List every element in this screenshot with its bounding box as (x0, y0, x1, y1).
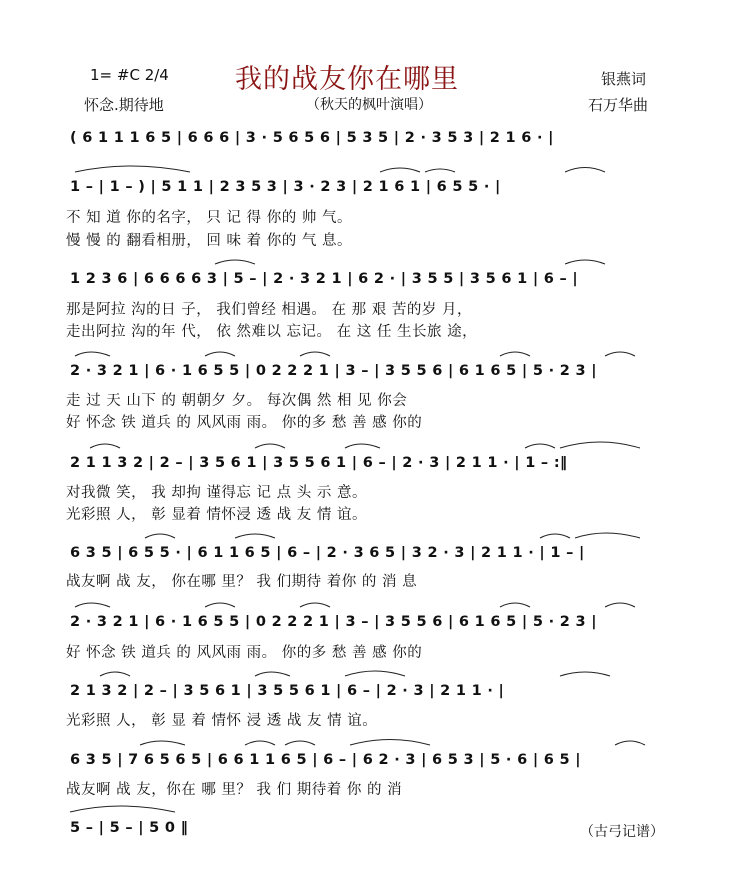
performer-subtitle: （秋天的枫叶演唱） (306, 97, 432, 113)
notation-line-3: 1 2 3 6 | 6 6 6 6 3 | 5 – | 2 · 3 2 1 | 6 2 · | 3 5 5 | 3 5 6 1 | 6 – | (70, 271, 579, 287)
lyric-line-8a: 光彩照 人， 彰 显 着 情怀 浸 透 战 友 情 谊。 (66, 713, 378, 729)
notation-line-4: 2 · 3 2 1 | 6 · 1 6 5 5 | 0 2 2 2 1 | 3 – | 3 5 5 6 | 6 1 6 5 | 5 · 2 3 | (70, 363, 597, 379)
lyric-line-5b: 光彩照 人， 彰 显着 情怀浸 透 战 友 情 谊。 (66, 507, 367, 523)
lyric-line-9a: 战友啊 战 友，你在 哪 里？ 我 们 期待着 你 的 消 (66, 782, 403, 798)
lyric-line-2b: 慢 慢 的 翻看相册， 回 味 着 你的 气 息。 (66, 233, 352, 249)
notation-line-5: 2 1 1 3 2 | 2 – | 3 5 6 1 | 3 5 5 6 1 | 6 – | 2 · 3 | 2 1 1 · | 1 – :‖ (70, 455, 568, 471)
notation-line-6: 6 3 5 | 6 5 5 · | 6 1 1 6 5 | 6 – | 2 · 3 6 5 | 3 2 · 3 | 2 1 1 · | 1 – | (70, 545, 585, 561)
key-signature: 1= #C 2/4 (90, 66, 169, 84)
lyric-line-5a: 对我微 笑， 我 却拘 谨得忘 记 点 头 示 意。 (66, 485, 367, 501)
tempo-marking: 怀念.期待地 (84, 96, 164, 114)
composer: 石万华曲 (588, 96, 649, 114)
notation-line-7: 2 · 3 2 1 | 6 · 1 6 5 5 | 0 2 2 2 1 | 3 – | 3 5 5 6 | 6 1 6 5 | 5 · 2 3 | (70, 614, 597, 630)
song-title: 我的战友你在哪里 (235, 64, 459, 95)
notation-line-9: 6 3 5 | 7 6 5 6 5 | 6 6 1 1 6 5 | 6 – | 6 2 · 3 | 6 5 3 | 5 · 6 | 6 5 | (70, 752, 581, 768)
notation-line-2: 1 – | 1 – ) | 5 1 1 | 2 3 5 3 | 3 · 2 3 | 2 1 6 1 | 6 5 5 · | (70, 179, 501, 195)
lyric-line-3b: 走出阿拉 沟的年 代， 依 然难以 忘记。 在 这 任 生长旅 途， (66, 324, 478, 340)
lyric-line-7a: 好 怀念 铁 道兵 的 风风雨 雨。 你的多 愁 善 感 你的 (66, 645, 423, 661)
lyric-line-4a: 走 过 天 山下 的 朝朝夕 夕。 每次偶 然 相 见 你会 (66, 393, 408, 409)
transcriber-credit: （古弓记谱） (580, 824, 664, 840)
notation-line-10: 5 – | 5 – | 5 0 ‖ (70, 820, 189, 836)
lyric-line-4b: 好 怀念 铁 道兵 的 风风雨 雨。 你的多 愁 善 感 你的 (66, 415, 423, 431)
lyricist: 银燕词 (601, 70, 647, 88)
notation-line-1: ( 6 1 1 1 6 5 | 6 6 6 | 3 · 5 6 5 6 | 5 3 5 | 2 · 3 5 3 | 2 1 6 · | (70, 130, 554, 146)
lyric-line-6a: 战友啊 战 友， 你在哪 里？ 我 们期待 着你 的 消 息 (66, 574, 418, 590)
notation-line-8: 2 1 3 2 | 2 – | 3 5 6 1 | 3 5 5 6 1 | 6 – | 2 · 3 | 2 1 1 · | (70, 683, 505, 699)
lyric-line-3a: 那是阿拉 沟的日 子， 我们曾经 相遇。 在 那 艰 苦的岁 月， (66, 302, 472, 318)
lyric-line-2a: 不 知 道 你的名字， 只 记 得 你的 帅 气。 (66, 210, 352, 226)
